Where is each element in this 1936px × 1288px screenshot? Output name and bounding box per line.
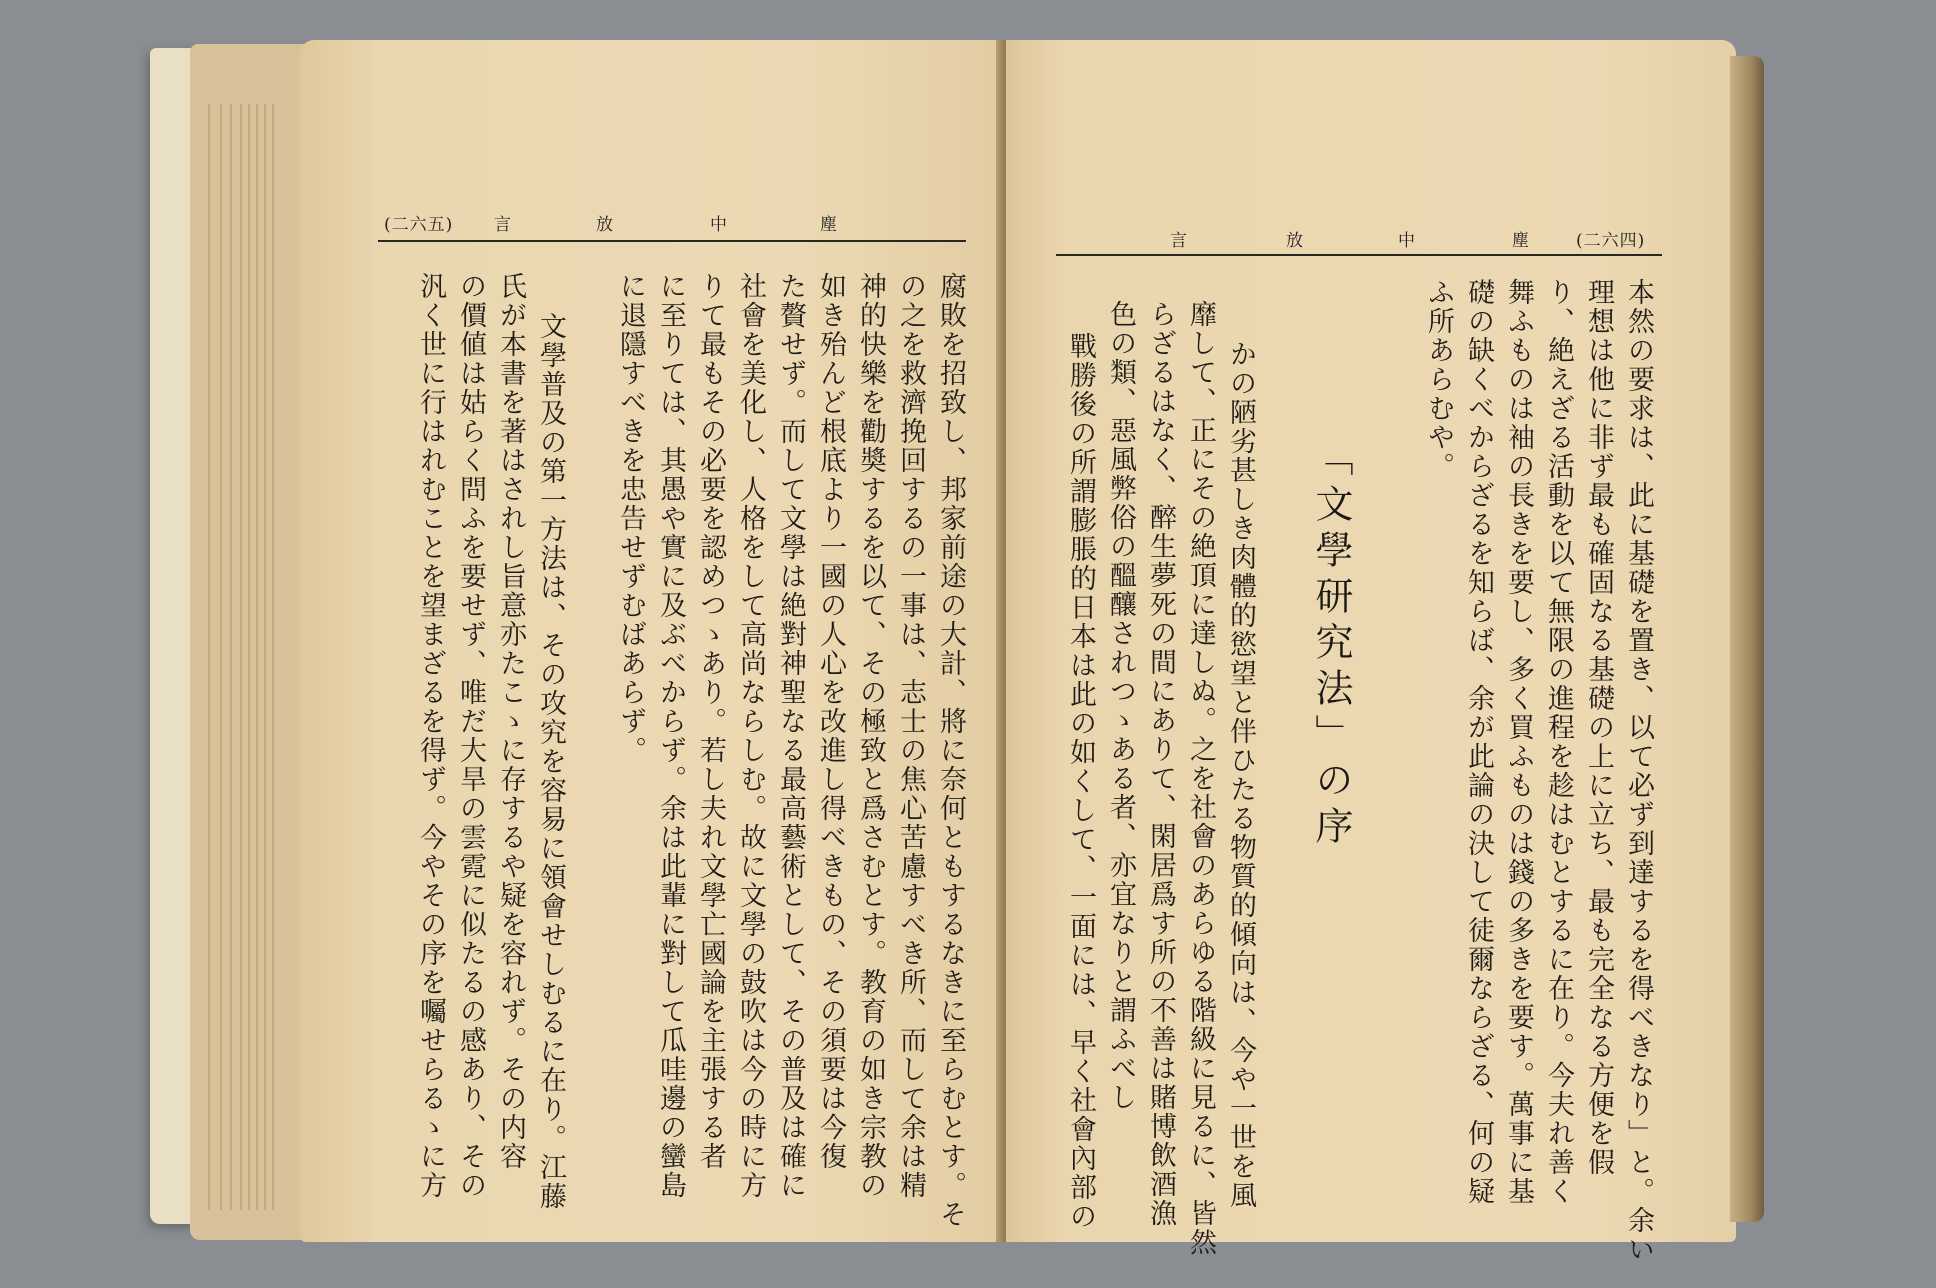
left-text-column: の價値は姑らく問ふを要せず、唯だ大旱の雲霓に似たるの感あり、その (455, 272, 486, 1200)
right-running-head-1: 言 (1170, 231, 1188, 251)
left-text-column: 神的快樂を勸奬するを以て、その極致と爲さむとす。教育の如き宗教の (855, 272, 886, 1200)
left-page-number: (二六五) (384, 215, 454, 235)
page-edges (1730, 56, 1764, 1222)
right-running-head-3: 中 (1398, 231, 1416, 251)
left-text-column: 如き殆んど根底より一國の人心を改進し得べきもの、その須要は今復 (815, 272, 846, 1171)
right-text-column: かの陋劣甚しき肉體的慾望と伴ひたる物質的傾向は、今や一世を風 (1225, 340, 1256, 1210)
left-text-column: 社會を美化し、人格をして高尚ならしむ。故に文學の鼓吹は今の時に方 (735, 272, 766, 1200)
left-text-column: に退隱すべきを忠告せずむばあらず。 (615, 272, 646, 765)
right-text-column: らざるはなく、醉生夢死の間にありて、閑居爲す所の不善は賭博飲酒漁 (1145, 300, 1176, 1228)
left-text-column: 汎く世に行はれむことを望まざるを得ず。今やその序を囑せらるゝに方 (415, 272, 446, 1200)
left-text-column: の之を救濟挽回するの一事は、志士の焦心苦慮すべき所、而して余は精 (895, 272, 926, 1200)
right-text-column: ふ所あらむや。 (1423, 278, 1454, 481)
left-text-column: 氏が本書を著はされし旨意亦たこゝに存するや疑を容れず。その内容 (495, 272, 526, 1171)
right-text-column: 戰勝後の所謂膨脹的日本は此の如くして、一面には、早く社會內部の (1065, 332, 1096, 1231)
right-text-column: り、絶えざる活動を以て無限の進程を趁はむとするに在り。今夫れ善く (1543, 278, 1574, 1206)
right-page-number: (二六四) (1576, 231, 1646, 251)
left-text-column: 腐敗を招致し、邦家前途の大計、將に奈何ともするなきに至らむとす。そ (935, 272, 966, 1229)
right-running-head-4: 塵 (1512, 231, 1530, 251)
left-text-column: りて最もその必要を認めつゝあり。若し夫れ文學亡國論を主張する者 (695, 272, 726, 1171)
left-page (300, 40, 1006, 1242)
right-text-column: 色の類、惡風弊俗の醞釀されつゝある者、亦宜なりと謂ふべし (1105, 300, 1136, 1112)
right-text-column: 靡して、正にその絶頂に達しぬ。之を社會のあらゆる階級に見るに、皆然 (1185, 300, 1216, 1257)
left-running-head-4: 塵 (820, 215, 838, 235)
section-title: 「文學研究法」の序 (1309, 438, 1353, 852)
left-running-head-2: 放 (596, 215, 614, 235)
right-text-column: 舞ふものは袖の長きを要し、多く買ふものは錢の多きを要す。萬事に基 (1503, 278, 1534, 1206)
right-text-column: 理想は他に非ず最も確固なる基礎の上に立ち、最も完全なる方便を假 (1583, 278, 1614, 1177)
right-header-rule (1056, 254, 1662, 256)
right-text-column: 本然の要求は、此に基礎を置き、以て必ず到達するを得べきなり」と。余い (1623, 278, 1654, 1264)
left-text-column: に至りては、其愚や實に及ぶべからず。余は此輩に對して瓜哇邊の蠻島 (655, 272, 686, 1200)
left-running-head-1: 言 (494, 215, 512, 235)
left-header-rule (378, 240, 966, 242)
right-running-head-2: 放 (1286, 231, 1304, 251)
left-text-column: た贅せず。而して文學は絶對神聖なる最高藝術として、その普及は確に (775, 272, 806, 1200)
right-text-column: 礎の缺くべからざるを知らば、余が此論の決して徒爾ならざる、何の疑 (1463, 278, 1494, 1206)
right-page (1006, 40, 1736, 1264)
left-running-head-3: 中 (710, 215, 728, 235)
left-text-column: 文學普及の第一方法は、その攻究を容易に領會せしむるに在り。江藤 (535, 312, 566, 1211)
